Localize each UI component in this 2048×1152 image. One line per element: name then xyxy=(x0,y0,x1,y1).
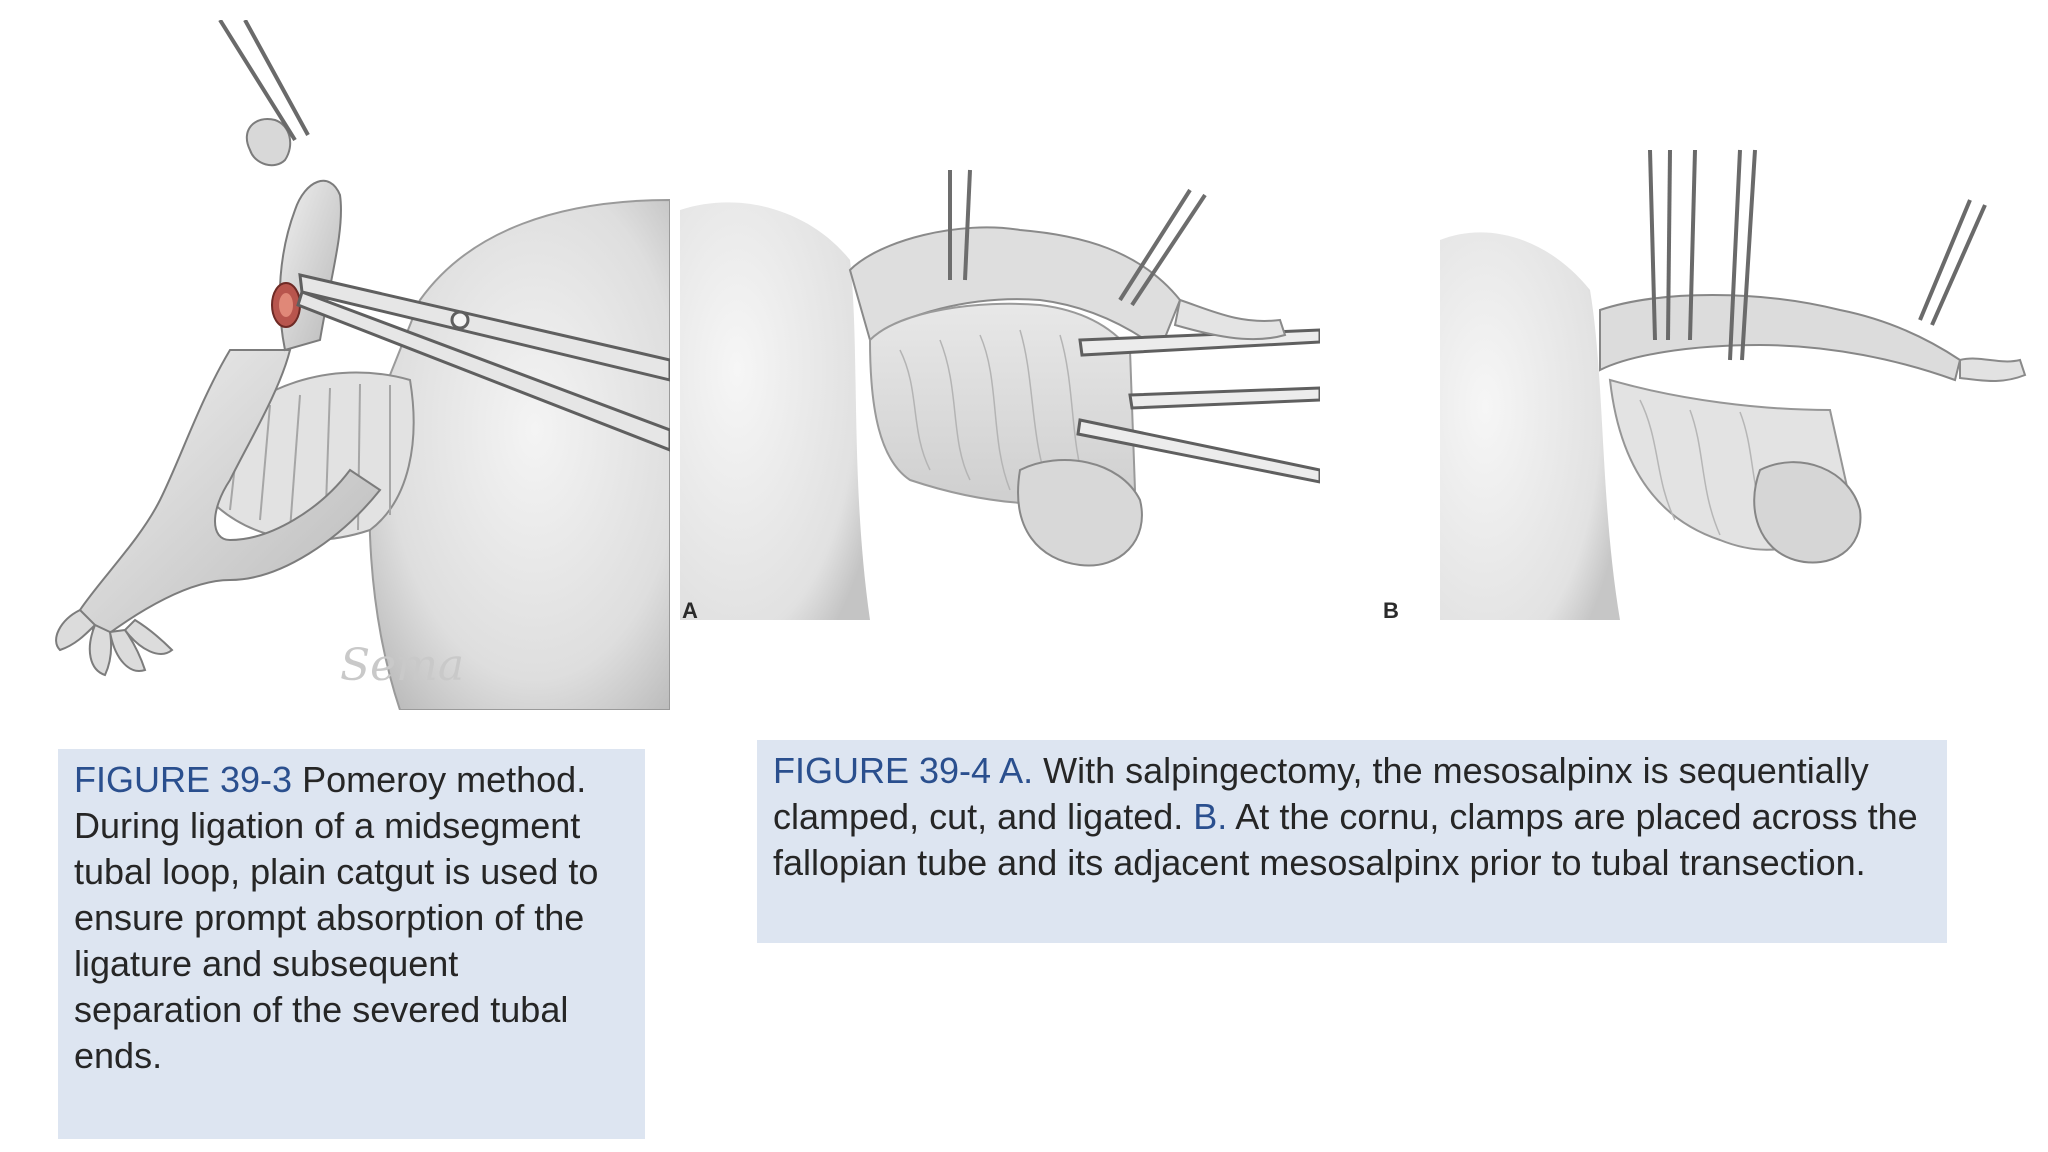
figure-39-4-text-a: With salpingectomy, the mesosalpinx is sequentially clamped, cut, and ligated. xyxy=(773,750,1869,837)
panel-label-b: B xyxy=(1383,598,1399,623)
artist-signature: Sema xyxy=(340,640,465,691)
figure-39-4-label-b: B. xyxy=(1193,796,1228,837)
figure-39-3-text: Pomeroy method. During ligation of a midsegment tubal loop, plain catgut is used to ensure prompt absorption of the ligature and subsequent separation of the severed tubal ends. xyxy=(74,759,599,1076)
pomeroy-illustration xyxy=(40,20,670,710)
panel-label-a: A xyxy=(682,598,698,623)
figure-39-4-caption xyxy=(757,740,1947,943)
cornu-clamp-illustration-b xyxy=(1400,140,2030,620)
salpingectomy-illustration-a xyxy=(680,150,1320,620)
figure-39-4-text-b: At the cornu, clamps are placed across the fallopian tube and its adjacent mesosalpinx prior to tubal transection. xyxy=(773,796,1918,883)
figure-39-3-label: FIGURE 39-3 xyxy=(74,759,293,800)
figure-39-3-caption xyxy=(58,749,645,1139)
figure-39-4-label-a: FIGURE 39-4 A. xyxy=(773,750,1034,791)
